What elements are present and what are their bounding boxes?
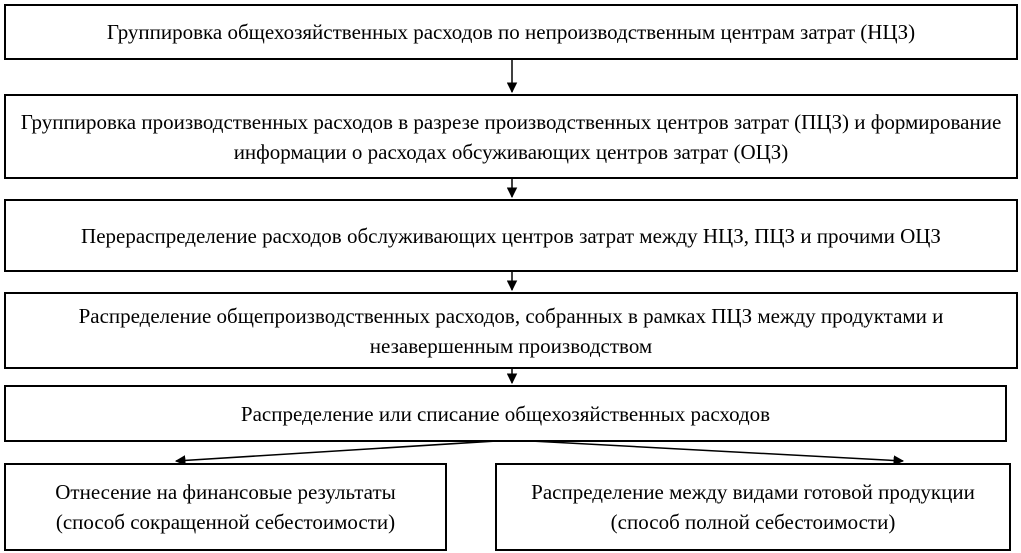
branch-box-right — [495, 463, 1011, 551]
branch-text-right: Распределение между видами готовой продукции (способ полной себестоимости) — [531, 480, 975, 534]
step-box-1 — [4, 4, 1018, 60]
step-box-5 — [4, 385, 1007, 442]
arrow-s5-left — [176, 440, 512, 461]
arrow-s5-right — [512, 440, 903, 461]
step-box-2 — [4, 94, 1018, 179]
branch-text-left: Отнесение на финансовые результаты (способ сокращенной себестоимости) — [55, 480, 396, 534]
step-text-1: Группировка общехозяйственных расходов по непроизводственным центрам затрат (НЦЗ) — [106, 20, 916, 44]
step-text-5: Распределение или списание общехозяйственных расходов — [240, 401, 771, 426]
step-box-4 — [4, 292, 1018, 369]
step-text-3: Перераспределение расходов обслуживающих центров затрат между НЦЗ, ПЦЗ и прочими ОЦЗ — [81, 223, 941, 248]
step-text-2: Группировка производственных расходов в разрезе производственных центров затрат (ПЦЗ) и формирование информации о расходах обсуживающих центров затрат (ОЦЗ) — [20, 109, 1002, 164]
step-box-3 — [4, 199, 1018, 272]
branch-box-left — [4, 463, 447, 551]
step-text-4: Распределение общепроизводственных расходов, собранных в рамках ПЦЗ между продуктами и незавершенным производством — [78, 303, 944, 358]
